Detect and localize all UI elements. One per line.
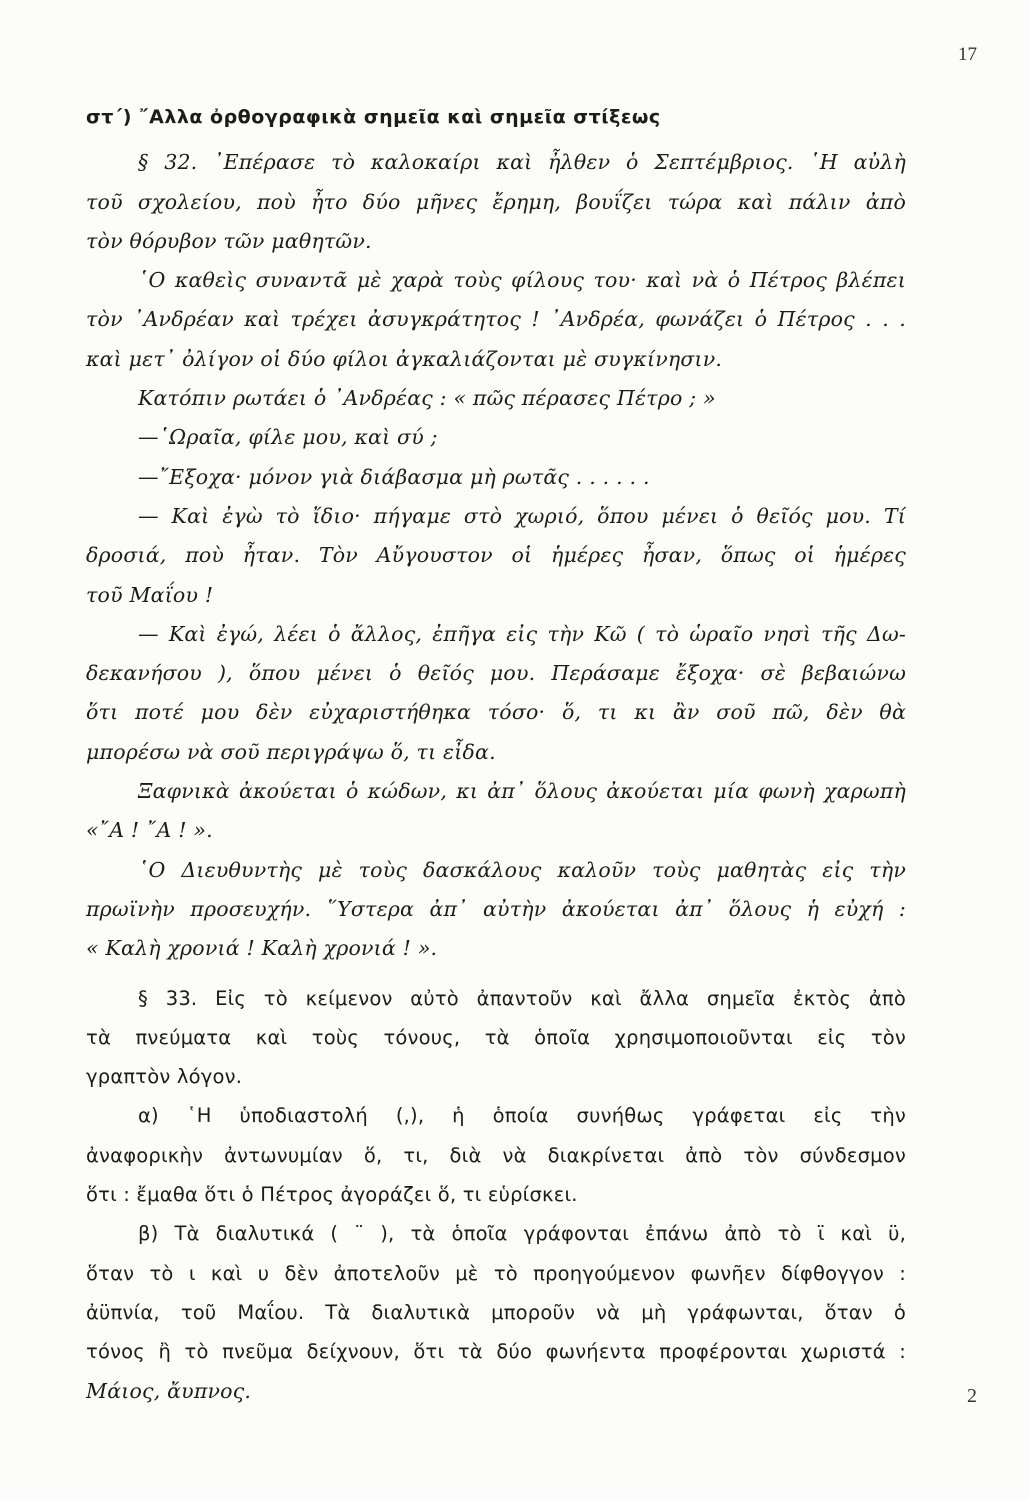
text-line: —῎Εξοχα· μόνον γιὰ διάβασμα μὴ ρωτᾶς . . . . . . <box>138 464 650 489</box>
text-line: α) ῾Η ὑποδιαστολή (,), ἡ ὁποία συνήθως γράφεται εἰς τὴν <box>138 1104 906 1128</box>
text-line: τὸν ᾿Ανδρέαν καὶ τρέχει ἀσυγκράτητος ! ᾿Ανδρέα, φωνάζει ὁ Πέτρος . . . <box>86 307 906 332</box>
text-line: § 33. Εἰς τὸ κείμενον αὐτὸ ἀπαντοῦν καὶ ἄλλα σημεῖα ἐκτὸς ἀπὸ <box>138 986 906 1010</box>
text-line: Κατόπιν ρωτάει ὁ ᾿Ανδρέας : « πῶς πέρασες Πέτρο ; » <box>138 386 716 411</box>
text-line: — Καὶ ἐγὼ τὸ ἴδιο· πήγαμε στὸ χωριό, ὅπου μένει ὁ θεῖός μου. Τί <box>138 503 906 528</box>
text-line: ὅτι : ἔμαθα ὅτι ὁ Πέτρος ἀγοράζει ὅ, τι εὑρίσκει. <box>86 1183 578 1207</box>
text-line: ῾Ο καθεὶς συναντᾶ μὲ χαρὰ τοὺς φίλους του· καὶ νὰ ὁ Πέτρος βλέπει <box>138 268 906 293</box>
text-line: δροσιά, ποὺ ἦταν. Τὸν Αὔγουστον οἱ ἡμέρες ἦσαν, ὅπως οἱ ἡμέρες <box>86 543 906 568</box>
text-line: δεκανήσου ), ὅπου μένει ὁ θεῖός μου. Περάσαμε ἔξοχα· σὲ βεβαιώνω <box>86 661 906 686</box>
text-line: ὅτι ποτέ μου δὲν εὐχαριστήθηκα τόσο· ὅ, τι κι ἂν σοῦ πῶ, δὲν θὰ <box>86 700 906 725</box>
section-heading: στ΄) ῎Αλλα ὀρθογραφικὰ σημεῖα καὶ σημεῖα στίξεως <box>86 106 661 128</box>
text-line: τὰ πνεύματα καὶ τοὺς τόνους, τὰ ὁποῖα χρησιμοποιοῦνται εἰς τὸν <box>86 1025 906 1049</box>
text-line: ῾Ο Διευθυντὴς μὲ τοὺς δασκάλους καλοῦν τοὺς μαθητὰς εἰς τὴν <box>138 857 906 882</box>
text-line: πρωϊνὴν προσευχήν. ῞Υστερα ἀπ᾿ αὐτὴν ἀκούεται ἀπ᾿ ὅλους ἡ εὐχή : <box>86 896 906 921</box>
text-line: γραπτὸν λόγον. <box>86 1065 243 1089</box>
text-line: Ξαφνικὰ ἀκούεται ὁ κώδων, κι ἀπ᾿ ὅλους ἀκούεται μία φωνὴ χαρωπὴ <box>138 779 906 804</box>
text-line: τόνος ἢ τὸ πνεῦμα δείχνουν, ὅτι τὰ δύο φωνήεντα προφέρονται χωριστά : <box>86 1340 906 1364</box>
text-line: ἀϋπνία, τοῦ Μαΐου. Τὰ διαλυτικὰ μποροῦν νὰ μὴ γράφωνται, ὅταν ὁ <box>86 1300 906 1324</box>
text-line: τοῦ Μαΐου ! <box>86 582 214 607</box>
text-line: καὶ μετ᾿ ὀλίγον οἱ δύο φίλοι ἀγκαλιάζονται μὲ συγκίνησιν. <box>86 346 723 371</box>
text-line: Μάιος, ἄυπνος. <box>86 1378 252 1403</box>
text-line: «῎Α ! ῎Α ! ». <box>86 818 213 843</box>
text-line: β) Τὰ διαλυτικά ( ¨ ), τὰ ὁποῖα γράφονται ἐπάνω ἀπὸ τὸ ϊ καὶ ϋ, <box>138 1222 906 1246</box>
text-line: μπορέσω νὰ σοῦ περιγράψω ὅ, τι εἶδα. <box>86 739 496 764</box>
text-line: ὅταν τὸ ι καὶ υ δὲν ἀποτελοῦν μὲ τὸ προηγούμενον φωνῆεν δίφθογγον : <box>86 1261 906 1285</box>
page-number: 17 <box>958 44 977 65</box>
text-line: ἀναφορικὴν ἀντωνυμίαν ὅ, τι, διὰ νὰ διακρίνεται ἀπὸ τὸν σύνδεσμον <box>86 1143 906 1167</box>
text-line: « Καλὴ χρονιά ! Καλὴ χρονιά ! ». <box>86 936 438 961</box>
text-line: § 32. ᾿Επέρασε τὸ καλοκαίρι καὶ ἦλθεν ὁ Σεπτέμβριος. ῾Η αὐλὴ <box>138 150 906 175</box>
text-body <box>86 98 906 1411</box>
text-line: τὸν θόρυβον τῶν μαθητῶν. <box>86 228 372 253</box>
signature-number: 2 <box>967 1385 977 1407</box>
text-line: — Καὶ ἐγώ, λέει ὁ ἄλλος, ἐπῆγα εἰς τὴν Κῶ ( τὸ ὡραῖο νησὶ τῆς Δω- <box>138 621 906 646</box>
text-line: —῾Ωραῖα, φίλε μου, καὶ σύ ; <box>138 425 438 450</box>
text-line: τοῦ σχολείου, ποὺ ἦτο δύο μῆνες ἔρημη, βουΐζει τώρα καὶ πάλιν ἀπὸ <box>86 189 906 214</box>
